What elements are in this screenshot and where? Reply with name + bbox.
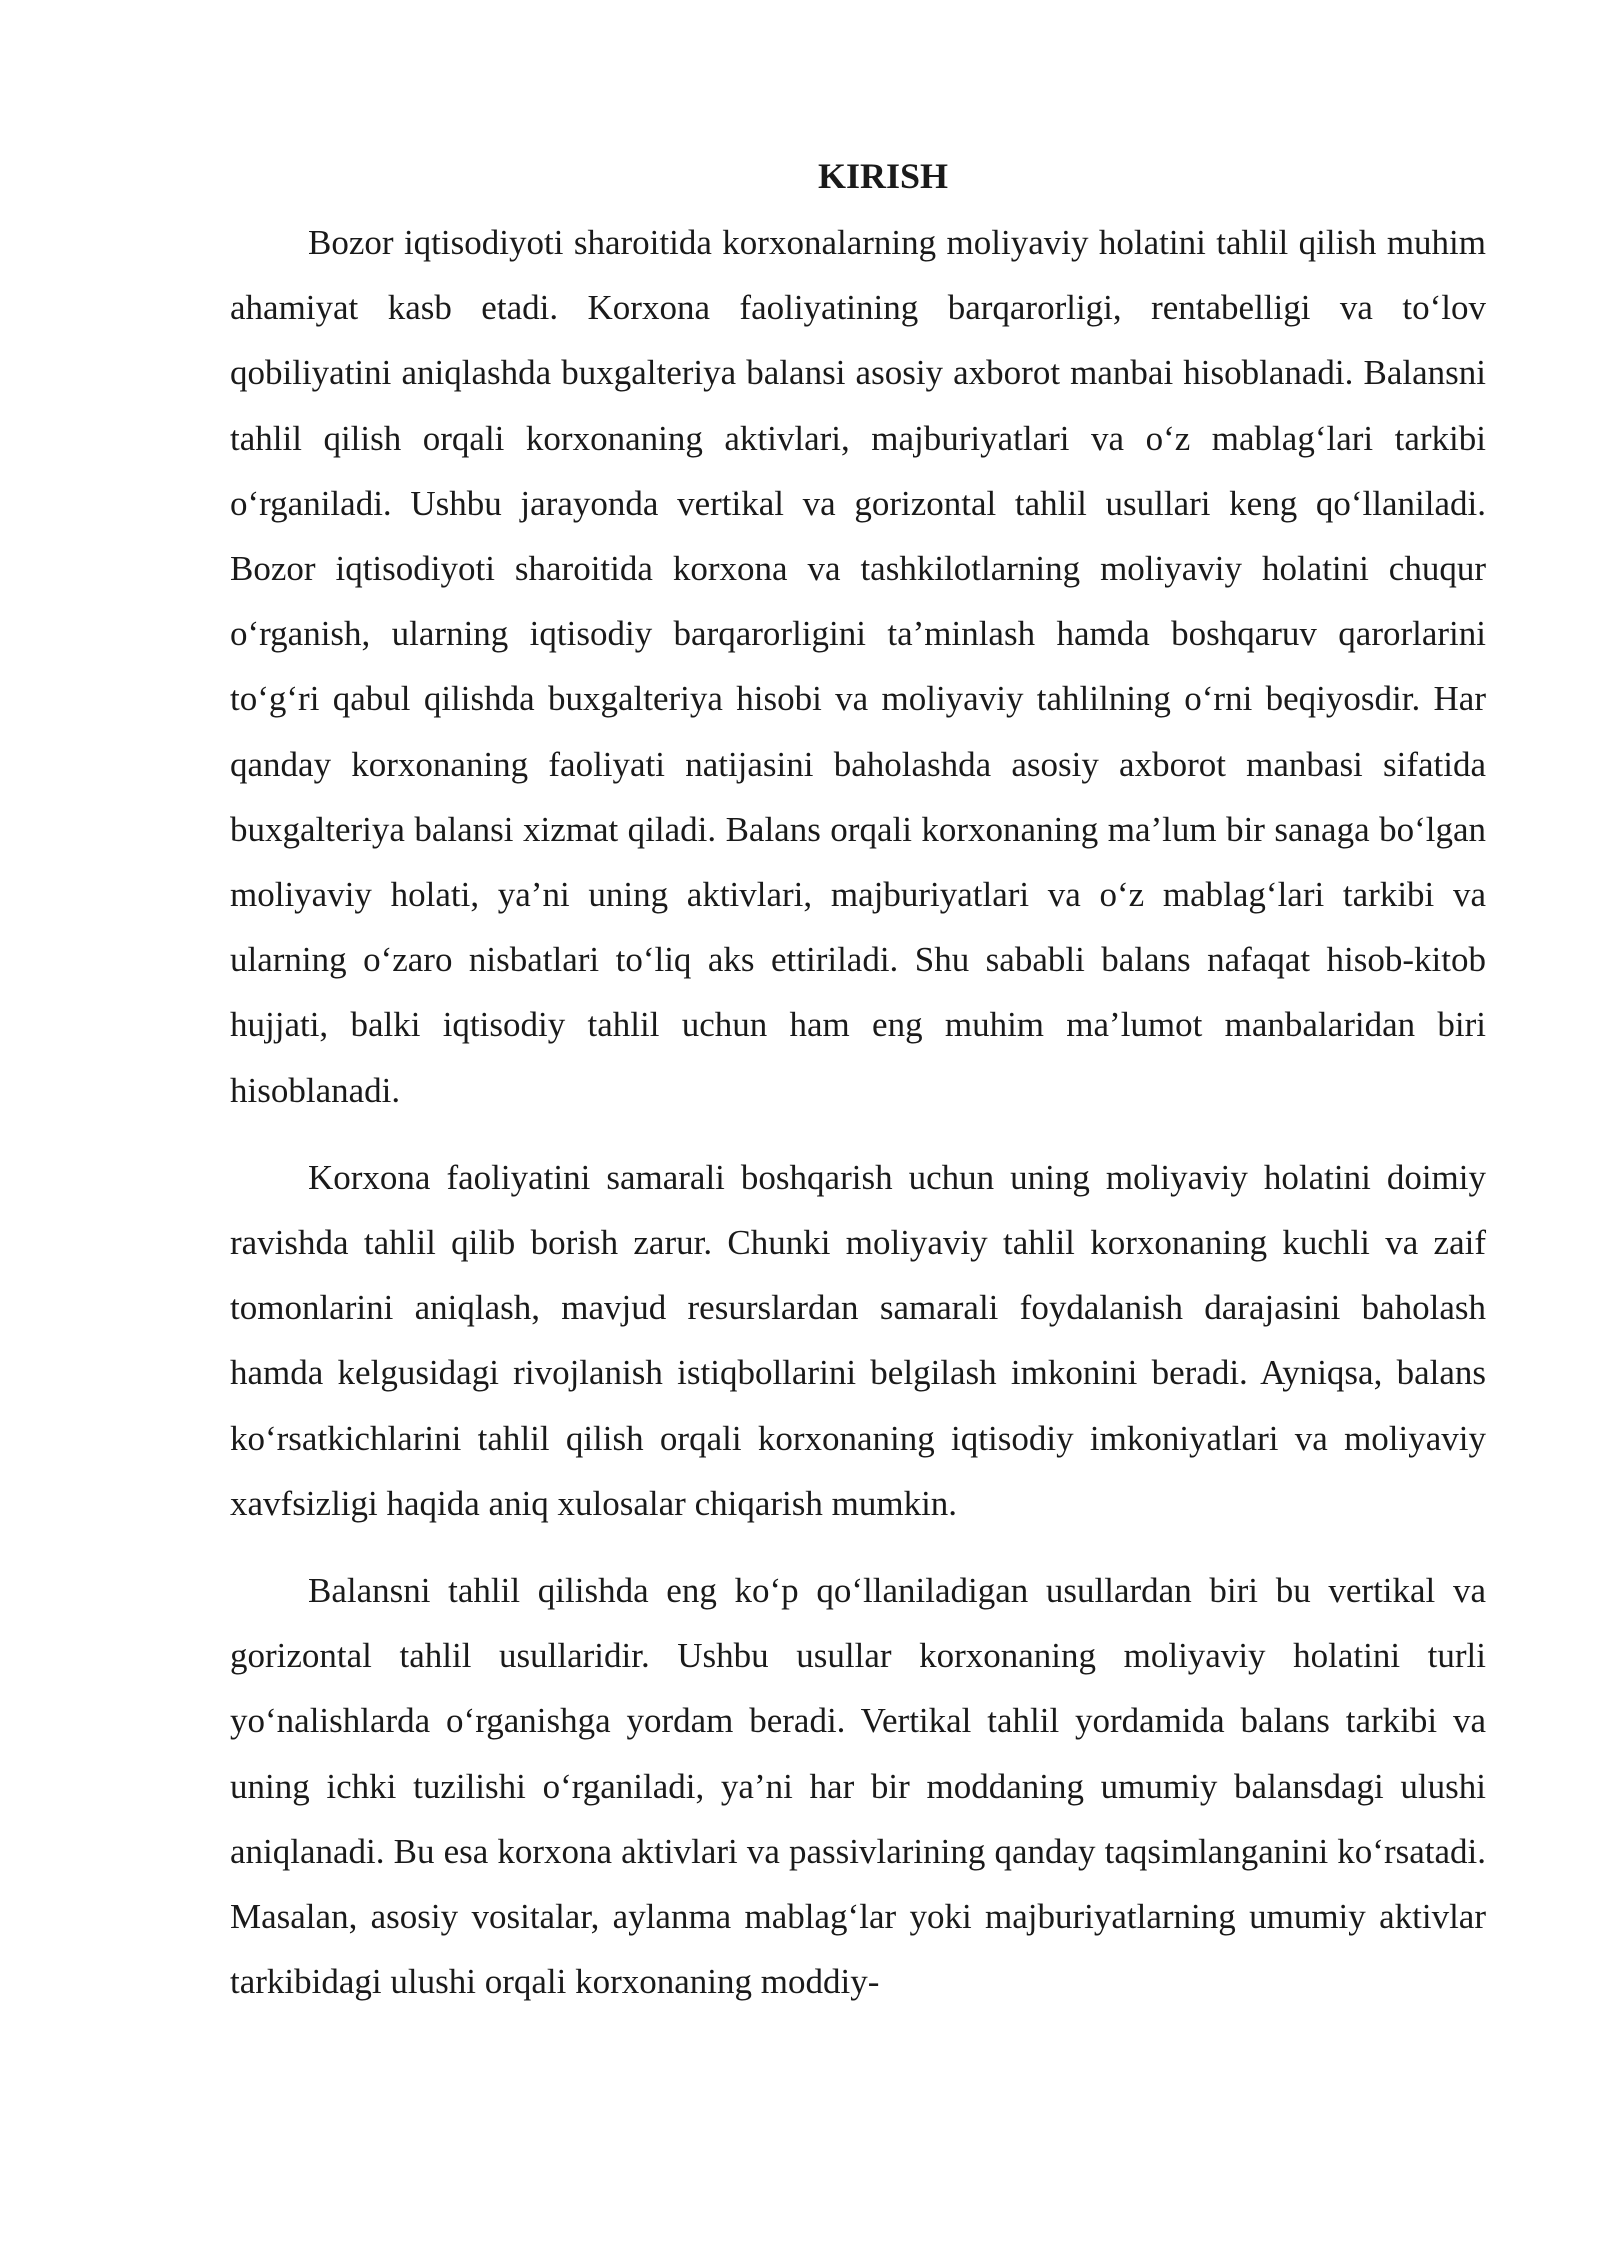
paragraph-1: Bozor iqtisodiyoti sharoitida korxonalarning moliyaviy holatini tahlil qilish muhim ahamiyat kasb etadi. Korxona faoliyatining barqarorligi, rentabelligi va to‘lov qobiliyatini aniqlashda buxgalteriya balansi asosiy axborot manbai hisoblanadi. Balansni tahlil qilish orqali korxonaning aktivlari, majburiyatlari va o‘z mablag‘lari tarkibi o‘rganiladi. Ushbu jarayonda vertikal va gorizontal tahlil usullari keng qo‘llaniladi. Bozor iqtisodiyoti sharoitida korxona va tashkilotlarning moliyaviy holatini chuqur o‘rganish, ularning iqtisodiy barqarorligini ta’minlash hamda boshqaruv qarorlarini to‘g‘ri qabul qilishda buxgalteriya hisobi va moliyaviy tahlilning o‘rni beqiyosdir. Har qanday korxonaning faoliyati natijasini baholashda asosiy axborot manbasi sifatida buxgalteriya balansi xizmat qiladi. Balans orqali korxonaning ma’lum bir sanaga bo‘lgan moliyaviy holati, ya’ni uning aktivlari, majburiyatlari va o‘z mablag‘lari tarkibi va ularning o‘zaro nisbatlari to‘liq aks ettiriladi. Shu sababli balans nafaqat hisob-kitob hujjati, balki iqtisodiy tahlil uchun ham eng muhim ma’lumot manbalaridan biri hisoblanadi. [230, 223, 1486, 1110]
paragraph-3: Balansni tahlil qilishda eng ko‘p qo‘llaniladigan usullardan biri bu vertikal va gorizontal tahlil usullaridir. Ushbu usullar korxonaning moliyaviy holatini turli yo‘nalishlarda o‘rganishga yordam beradi. Vertikal tahlil yordamida balans tarkibi va uning ichki tuzilishi o‘rganiladi, ya’ni har bir moddaning umumiy balansdagi ulushi aniqlanadi. Bu esa korxona aktivlari va passivlarining qanday taqsimlanganini ko‘rsatadi. Masalan, asosiy vositalar, aylanma mablag‘lar yoki majburiyatlarning umumiy aktivlar tarkibidagi ulushi orqali korxonaning moddiy- [230, 1571, 1486, 2002]
paragraph-2: Korxona faoliyatini samarali boshqarish uchun uning moliyaviy holatini doimiy ravishda tahlil qilib borish zarur. Chunki moliyaviy tahlil korxonaning kuchli va zaif tomonlarini aniqlash, mavjud resurslardan samarali foydalanish darajasini baholash hamda kelgusidagi rivojlanish istiqbollarini belgilash imkonini beradi. Ayniqsa, balans ko‘rsatkichlarini tahlil qilish orqali korxonaning iqtisodiy imkoniyatlari va moliyaviy xavfsizligi haqida aniq xulosalar chiqarish mumkin. [230, 1157, 1486, 1523]
page-title: KIRISH [817, 156, 949, 196]
document-body [230, 148, 1486, 2036]
